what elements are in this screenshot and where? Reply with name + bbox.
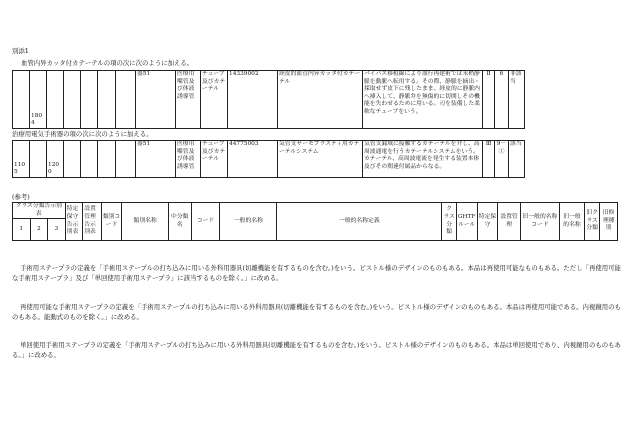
ref-class-header: クラス分類 <box>442 203 456 241</box>
doc-label: 別添1 <box>12 47 29 55</box>
row1-name: 経皮的血管内异カッタ付カテーテル <box>278 71 363 129</box>
ref-class-group-header: クラス分類告示別表 <box>13 203 66 219</box>
section2-table <box>12 140 525 178</box>
ref-old-name-header: 旧一般的名称 <box>560 203 585 241</box>
ref-mid-name-header: 中分類名 <box>168 203 191 241</box>
ref-code-header: コード <box>191 203 220 241</box>
section1-caption: 血管内异カッタ付カテーテルの項の次に次のように加える。 <box>21 59 194 67</box>
ref-category-code-header: 類別コード <box>101 203 122 241</box>
note-3: 単回使用手術用ステープラの定義を「手術用ステープルの打ち込みに用いる外科用器具(切離機能を有するものを含む。)をいう。ピストル様のデザインのものもある。本品は単回使用であり、内視鏡用のものもある。」に改める。 <box>12 341 621 359</box>
row2-ghtf: 9－① <box>495 141 509 178</box>
row1-ghtf: 6 <box>495 71 509 129</box>
ref-category-name-header: 類別名称 <box>122 203 168 241</box>
ref-install-mgmt-header: 設置管理 <box>498 203 521 241</box>
ref-special-maint-header: 特定保守 <box>477 203 498 241</box>
row1-type: チューブ及びカテーテル <box>201 71 228 129</box>
row1-category: 医療用嘴管及び体液誘導管 <box>176 71 201 129</box>
row2-name: 気管支サーモプラスティ用カテーテルシステム <box>278 141 363 178</box>
ref-old-class-header: 旧クラス分類 <box>584 203 599 241</box>
ref-class-col-1: 1 <box>13 219 31 241</box>
section2-caption: 治療用電気手術器の項の次に次のように加える。 <box>12 130 153 138</box>
reference-header-table <box>12 202 618 241</box>
ref-special-header: 特定保守告示別表 <box>65 203 83 241</box>
row1-class: Ⅱ <box>483 71 495 129</box>
ref-old-code-header: 旧一般的名称コード <box>520 203 559 241</box>
note-1: 手術用ステープラの定義を「手術用ステープルの打ち込みに用いる外科用器具(切離機能を有するものを含む。)をいう。ピストル様のデザインのものもある。本品は再使用可能なものもある。ただし「再使用可能な手術用ステープラ」及び「単回使用手術用ステープラ」に該当するものを除く。」に改める。 <box>12 264 621 282</box>
row2-definition: 気管支漏域に接触するカテーテルを介し、高周波通電を行うカテーテルシステムをいう。カテーテル、高周波電流を発生する装置本体及びその関連付属品からなる。 <box>363 141 483 178</box>
row1-flag: 非該当 <box>509 71 525 129</box>
ref-general-name-header: 一般的名称 <box>220 203 277 241</box>
row1-class-label: 器51 <box>136 71 176 129</box>
note-2: 再使用可能な手術用ステープラの定義を「手術用ステープルの打ち込みに用いる外科用器具(切離機能を有するものを含む。)をいう。ピストル様のデザインのものもある。本品は再使用可能である。内視鏡用のものもある。能動式のものを除く。」に改める。 <box>12 303 621 321</box>
ref-general-def-header: 一般的名称定義 <box>277 203 442 241</box>
ref-class-col-2: 2 <box>30 219 48 241</box>
row2-code-b: 120 0 <box>47 141 64 178</box>
row1-code: 14339002 <box>228 71 278 129</box>
row1-definition: バイパス移植線により血行再建術では末梢静脈を動脈へ転用する。その際、静脈を摘出・採取せず皮下に残したまま、経皮的に静脈内へ挿入して、静脈弁を無傷的に切開しその機能を失わせるために用いる。刃を装備した柔軟なチューブをいう。 <box>363 71 483 129</box>
ref-old-repair-header: 旧修理種別 <box>600 203 618 241</box>
ref-ghtf-header: GHTFルール <box>456 203 477 241</box>
ref-class-col-3: 3 <box>48 219 66 241</box>
row2-code: 44775003 <box>228 141 278 178</box>
ref-install-header: 設置管理告示別表 <box>83 203 102 241</box>
row2-class-label: 器51 <box>136 141 176 178</box>
row2-class: Ⅲ <box>483 141 495 178</box>
row2-flag: 該当 <box>509 141 525 178</box>
row2-category: 医療用嘴管及び体液誘導管 <box>176 141 201 178</box>
row2-code-a: 110 5 <box>13 141 30 178</box>
section1-table <box>12 70 525 129</box>
row2-type: チューブ及びカテーテル <box>201 141 228 178</box>
row1-code-left: 1804 <box>30 71 47 129</box>
reference-label: (参考) <box>12 193 30 201</box>
